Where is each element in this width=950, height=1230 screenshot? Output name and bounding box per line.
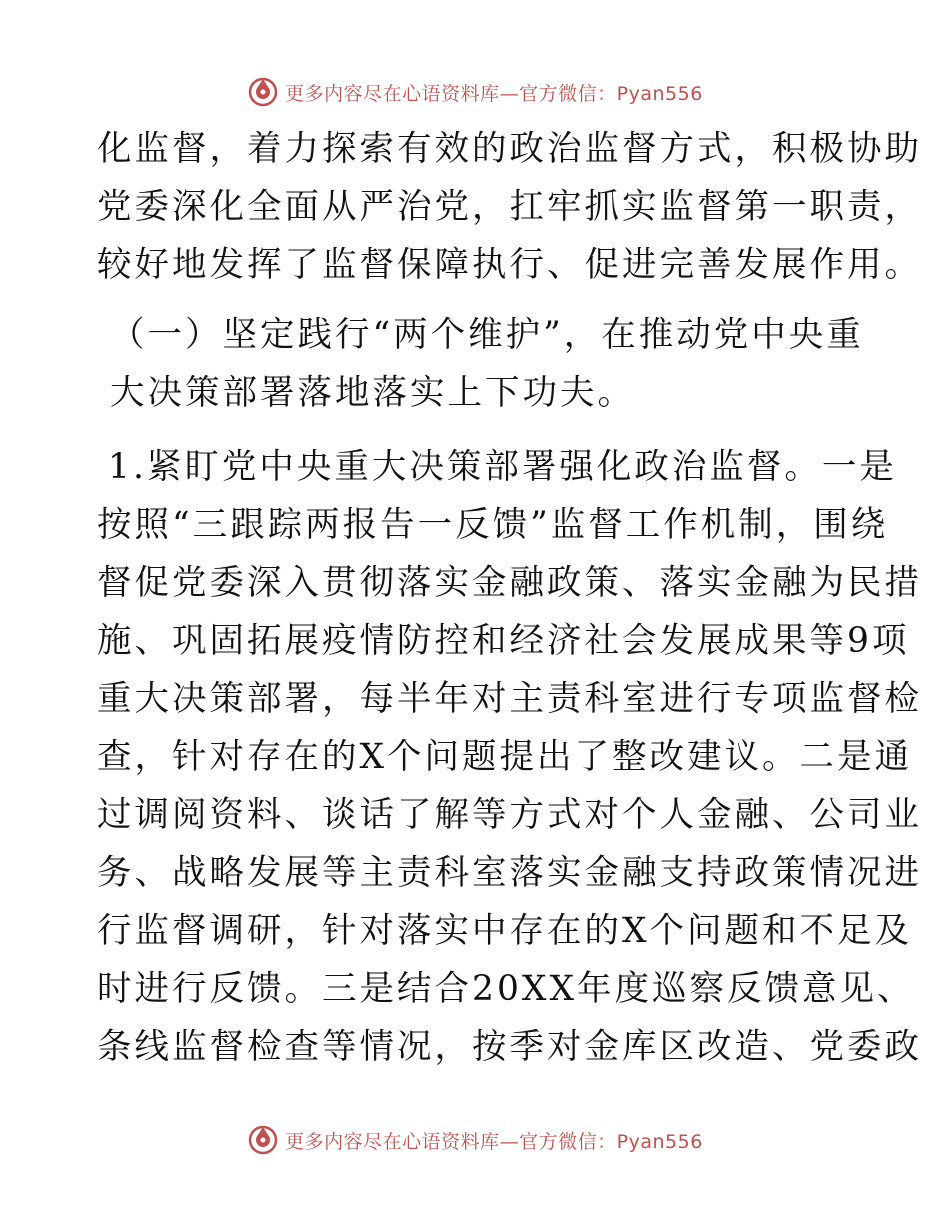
- text-line: 条线监督检查等情况，按季对金库区改造、党委政: [97, 1027, 922, 1067]
- banner-text: [285, 1127, 703, 1154]
- text-line: 重大决策部署，每半年对主责科室进行专项监督检: [97, 679, 922, 719]
- heading-line: （一）坚定践行“两个维护”，在推动党中央重: [110, 315, 864, 355]
- banner-brand: Pyan556: [616, 82, 703, 105]
- text-line: 1.紧盯党中央重大决策部署强化政治监督。一是: [108, 447, 897, 487]
- text-line: 党委深化全面从严治党，扛牢抓实监督第一职责，: [97, 187, 922, 227]
- footer-banner: [0, 1120, 950, 1160]
- pen-nib-logo-icon: [247, 1124, 279, 1156]
- text-line: 查，针对存在的X个问题提出了整改建议。二是通: [97, 737, 913, 777]
- item-1-body: [97, 496, 922, 1076]
- banner-caption: 更多内容尽在心语资料库—官方微信：: [285, 1130, 617, 1153]
- text-line: 务、战略发展等主责科室落实金融支持政策情况进: [97, 853, 922, 893]
- item-1-title: [108, 438, 897, 496]
- text-line: 较好地发挥了监督保障执行、促进完善发展作用。: [97, 245, 922, 285]
- text-line: 督促党委深入贯彻落实金融政策、落实金融为民措: [97, 563, 922, 603]
- text-line: 行监督调研，针对落实中存在的X个问题和不足及: [97, 911, 913, 951]
- paragraph-intro: [97, 120, 922, 294]
- text-line: 施、巩固拓展疫情防控和经济社会发展成果等9项: [97, 621, 910, 661]
- pen-nib-logo-icon: [247, 76, 279, 108]
- banner-caption: 更多内容尽在心语资料库—官方微信：: [285, 82, 617, 105]
- text-line: 时进行反馈。三是结合20XX年度巡察反馈意见、: [97, 969, 915, 1009]
- header-banner: [0, 72, 950, 112]
- section-heading: [110, 306, 870, 422]
- banner-text: [285, 79, 703, 106]
- banner-brand: Pyan556: [616, 1130, 703, 1153]
- text-line: 过调阅资料、谈话了解等方式对个人金融、公司业: [97, 795, 922, 835]
- heading-line: 大决策部署落地落实上下功夫。: [110, 373, 635, 413]
- text-line: 按照“三跟踪两报告一反馈”监督工作机制，围绕: [97, 505, 889, 545]
- text-line: 化监督，着力探索有效的政治监督方式，积极协助: [97, 129, 922, 169]
